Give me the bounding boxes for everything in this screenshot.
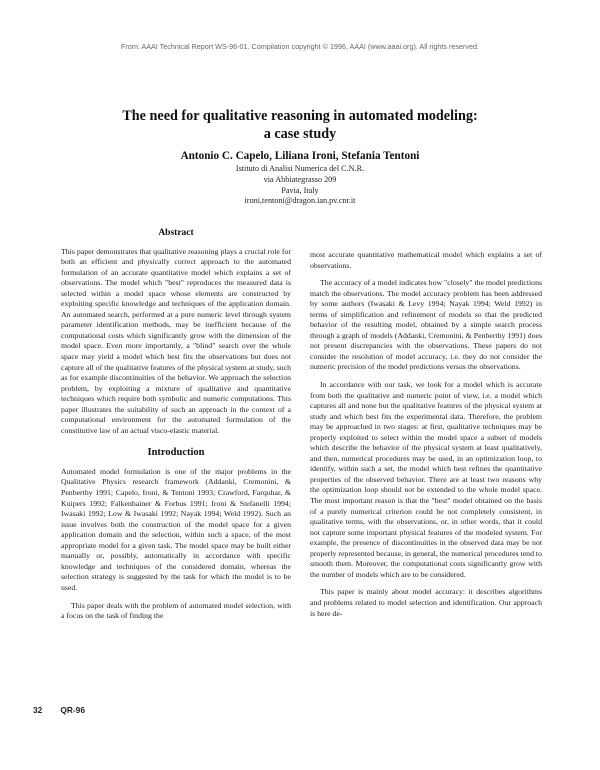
introduction-heading: Introduction — [147, 447, 205, 459]
affiliation-street: via Abbiategrasso 209 — [263, 174, 337, 184]
affiliation-email: ironi,tentoni@dragon.ian.pv.cnr.it — [244, 196, 356, 206]
intro-paragraph-1: Automated model formulation is one of the major problems in the Qualitative Physics research framework (Addanki, Cremonini, & Penberthy 1991; Capelo, Ironi, & Tentoni 1993; Crawford, Farquhar, & Kuipers 1992; Falkenhainer & Forbus 1991; Ironi & Stefanelli 1994; Iwasaki 1992; Low & Iwasaki 1992; Nayak 1994; Weld 1992). Such an issue involves both the construction of the model space for a given application domain and the selection, within such a space, of the most appropriate model for a given task. The model space may be built either manually or, possibly, automatically in accordance with specific knowledge and techniques of the considered domain, whereas the selection strategy is suggested by the task for which the model is to be used. — [61, 466, 291, 592]
page-number: 32 — [33, 705, 43, 715]
right-paragraph-4: This paper is mainly about model accuracy: it describes algorithms and problems related to model selection and identification. Our approach is here de- — [310, 587, 542, 618]
right-column — [310, 250, 542, 619]
right-paragraph-2: The accuracy of a model indicates how "closely" the model predictions match the observations. The model accuracy problem has been addressed by some authors (Iwasaki & Levy 1994; Nayak 1994; Weld 1992) in terms of simplification and refinement of models so that the predicted behavior of the resulting model, obtained by a simple search process through a graph of models (Addanki, Cremonini, & Penberthy 1991) does not present discrepancies with the observations. These papers do not consider the resolution of model accuracy, i.e. they do not consider the numeric precision of the model predictions versus the observations. — [310, 278, 543, 372]
intro-paragraph-2: This paper deals with the problem of automated model selection, with a focus on the task of finding the — [61, 600, 291, 621]
report-code: QR-96 — [60, 705, 85, 715]
right-paragraph-3: In accordance with our task, we look for a model which is accurate from both the qualitative and numeric point of view, i.e. a model which captures all and none but the qualitative features of the physical system at study and which best fits the experimental data. Therefore, the problem may be approached in two stages: at first, qualitative techniques may be properly exploited to select within the model space a subset of models which describe the behavior of the physical system at least qualitatively, and then, numerical procedures may be used, in an optimization loop, to identify, within such a set, the model which best refines the quantitative properties of the observed behavior. There are at least two reasons why the optimization loop should not be extended to the whole model space. The most important reason is that the "best" model obtained on the basis of a purely numerical criterion could be not completely consistent, in qualitative terms, with the observations, or, in other words, that it could not capture some important physical features of the modeled system. For example, the presence of discontinuities in the observed data may be not properly represented because, in general, the numerical procedures tend to smooth them. Moreover, the computational costs significantly grow with the number of models which are to be considered. — [310, 380, 542, 579]
title-line-2: a case study — [263, 126, 337, 142]
affiliation-block — [40, 164, 560, 207]
copyright-note: From: AAAI Technical Report WS-96-01. Compilation copyright © 1996, AAAI (www.aaai.org). All rights reserved. — [121, 42, 479, 51]
page-footer — [33, 705, 103, 715]
author-list: Antonio C. Capelo, Liliana Ironi, Stefania Tentoni — [180, 150, 420, 162]
title-line-1: The need for qualitative reasoning in automated modeling: — [122, 108, 478, 124]
right-paragraph-1: most accurate quantitative mathematical model which explains a set of observations. — [310, 250, 542, 270]
affiliation-city: Pavia, Italy — [281, 185, 319, 195]
abstract-heading: Abstract — [158, 228, 194, 238]
abstract-text: This paper demonstrates that qualitative reasoning plays a crucial role for both an efficient and physically correct approach to the automated formulation of an accurate quantitative model which explains a set of observations. The model which "best" reproduces the measured data is selected within a model space whose elements are constructed by exploiting specific knowledge and techniques of the application domain. An automated search, performed at a pure numeric level through system parameter identification methods, may be inefficient because of the computational costs which significantly grow with the dimension of the model space. Even more importantly, a "blind" search over the whole space may yield a model which best fits the observations but does not capture all of the qualitative features of the physical system at study, such as for example discontinuities of the behavior. We approach the selection problem, by exploiting a mixture of qualitative and quantitative techniques which require both symbolic and numeric computations. This paper illustrates the suitability of such an approach in the context of a computational environment for the automated formulation of the constitutive law of an actual visco-elastic material. — [61, 246, 291, 435]
paper-title — [40, 107, 560, 143]
left-column — [61, 226, 291, 622]
affiliation-institute: Istituto di Analisi Numerica del C.N.R. — [235, 164, 365, 173]
